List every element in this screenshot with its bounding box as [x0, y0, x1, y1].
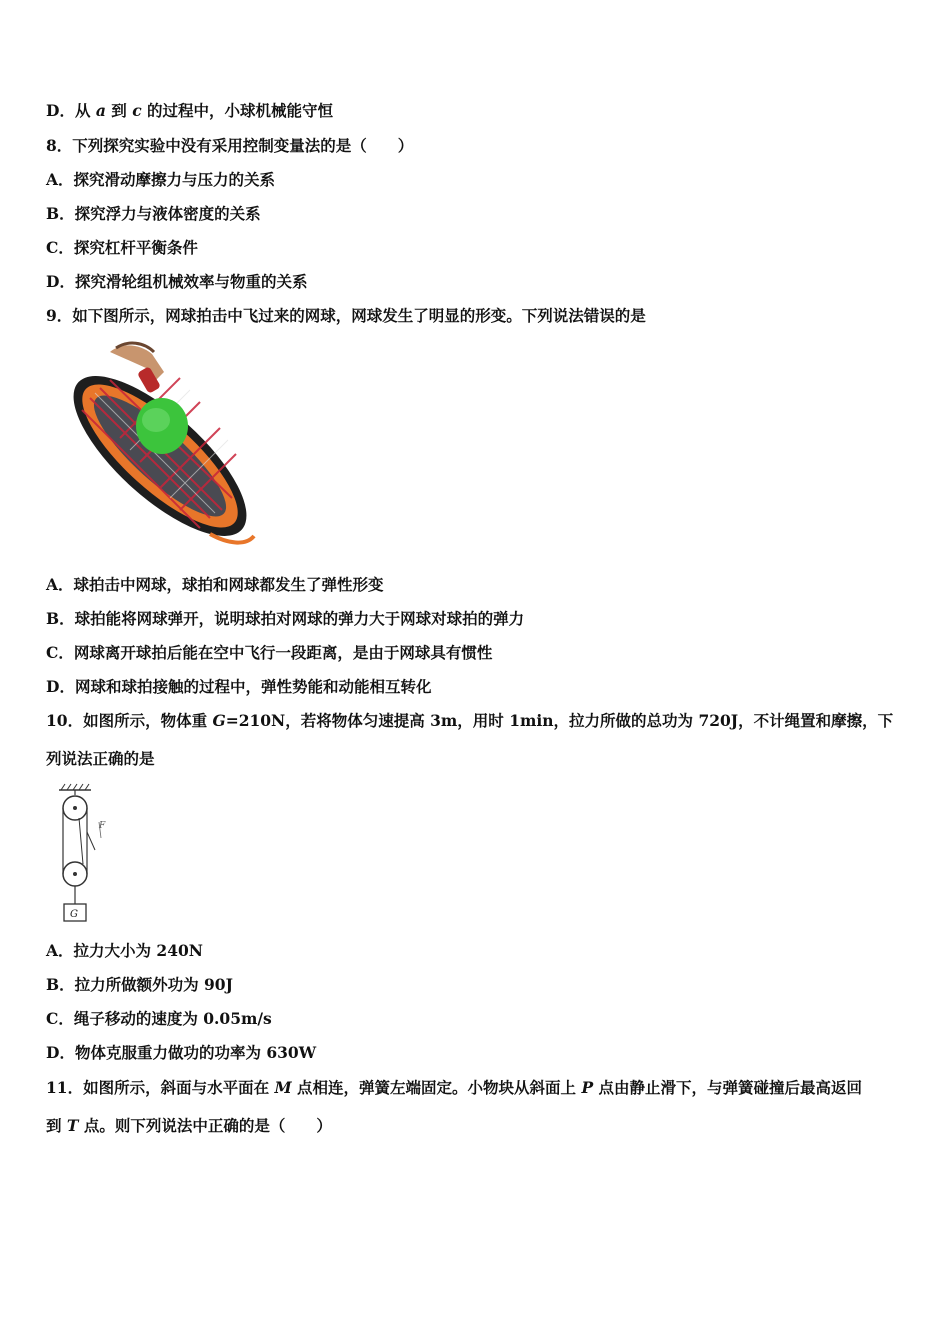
tennis-racket-figure — [60, 338, 260, 550]
q8-option-c: C．探究杠杆平衡条件 — [46, 238, 198, 257]
q9-option-c: C．网球离开球拍后能在空中飞行一段距离，是由于网球具有惯性 — [46, 643, 493, 662]
q8-stem: 8．下列探究实验中没有采用控制变量法的是（ ） — [46, 136, 414, 155]
q10-stem-line2: 列说法正确的是 — [46, 749, 155, 768]
q10-option-c: C．绳子移动的速度为 0.05m/s — [46, 1009, 272, 1028]
q8-option-d: D．探究滑轮组机械效率与物重的关系 — [46, 272, 308, 291]
q10-stem-line1: 10．如图所示，物体重 G=210N，若将物体匀速提高 3m，用时 1min，拉力所做的总功为 720J，不计绳置和摩擦，下 — [46, 711, 894, 730]
q8-option-b: B．探究浮力与液体密度的关系 — [46, 204, 261, 223]
q10-option-b: B．拉力所做额外功为 90J — [46, 975, 233, 994]
q8-option-a: A．探究滑动摩擦力与压力的关系 — [46, 170, 276, 189]
q10-option-a: A．拉力大小为 240N — [46, 941, 203, 960]
q9-option-a: A．球拍击中网球，球拍和网球都发生了弹性形变 — [46, 575, 384, 594]
q9-option-d: D．网球和球拍接触的过程中，弹性势能和动能相互转化 — [46, 677, 432, 696]
force-label: F — [99, 821, 106, 831]
q11-stem-line2: 到 T 点。则下列说法中正确的是（ ） — [46, 1116, 332, 1135]
q9-stem: 9．如下图所示，网球拍击中飞过来的网球，网球发生了明显的形变。下列说法错误的是 — [46, 306, 646, 325]
pulley-system-figure — [55, 782, 125, 927]
q9-option-b: B．球拍能将网球弹开，说明球拍对网球的弹力大于网球对球拍的弹力 — [46, 609, 525, 628]
weight-label: G — [70, 909, 78, 920]
q11-stem-line1: 11．如图所示，斜面与水平面在 M 点相连，弹簧左端固定。小物块从斜面上 P 点由静止滑下，与弹簧碰撞后最高返回 — [46, 1078, 862, 1097]
q7-option-d: D．从 a 到 c 的过程中，小球机械能守恒 — [46, 101, 334, 120]
q10-option-d: D．物体克服重力做功的功率为 630W — [46, 1043, 317, 1062]
